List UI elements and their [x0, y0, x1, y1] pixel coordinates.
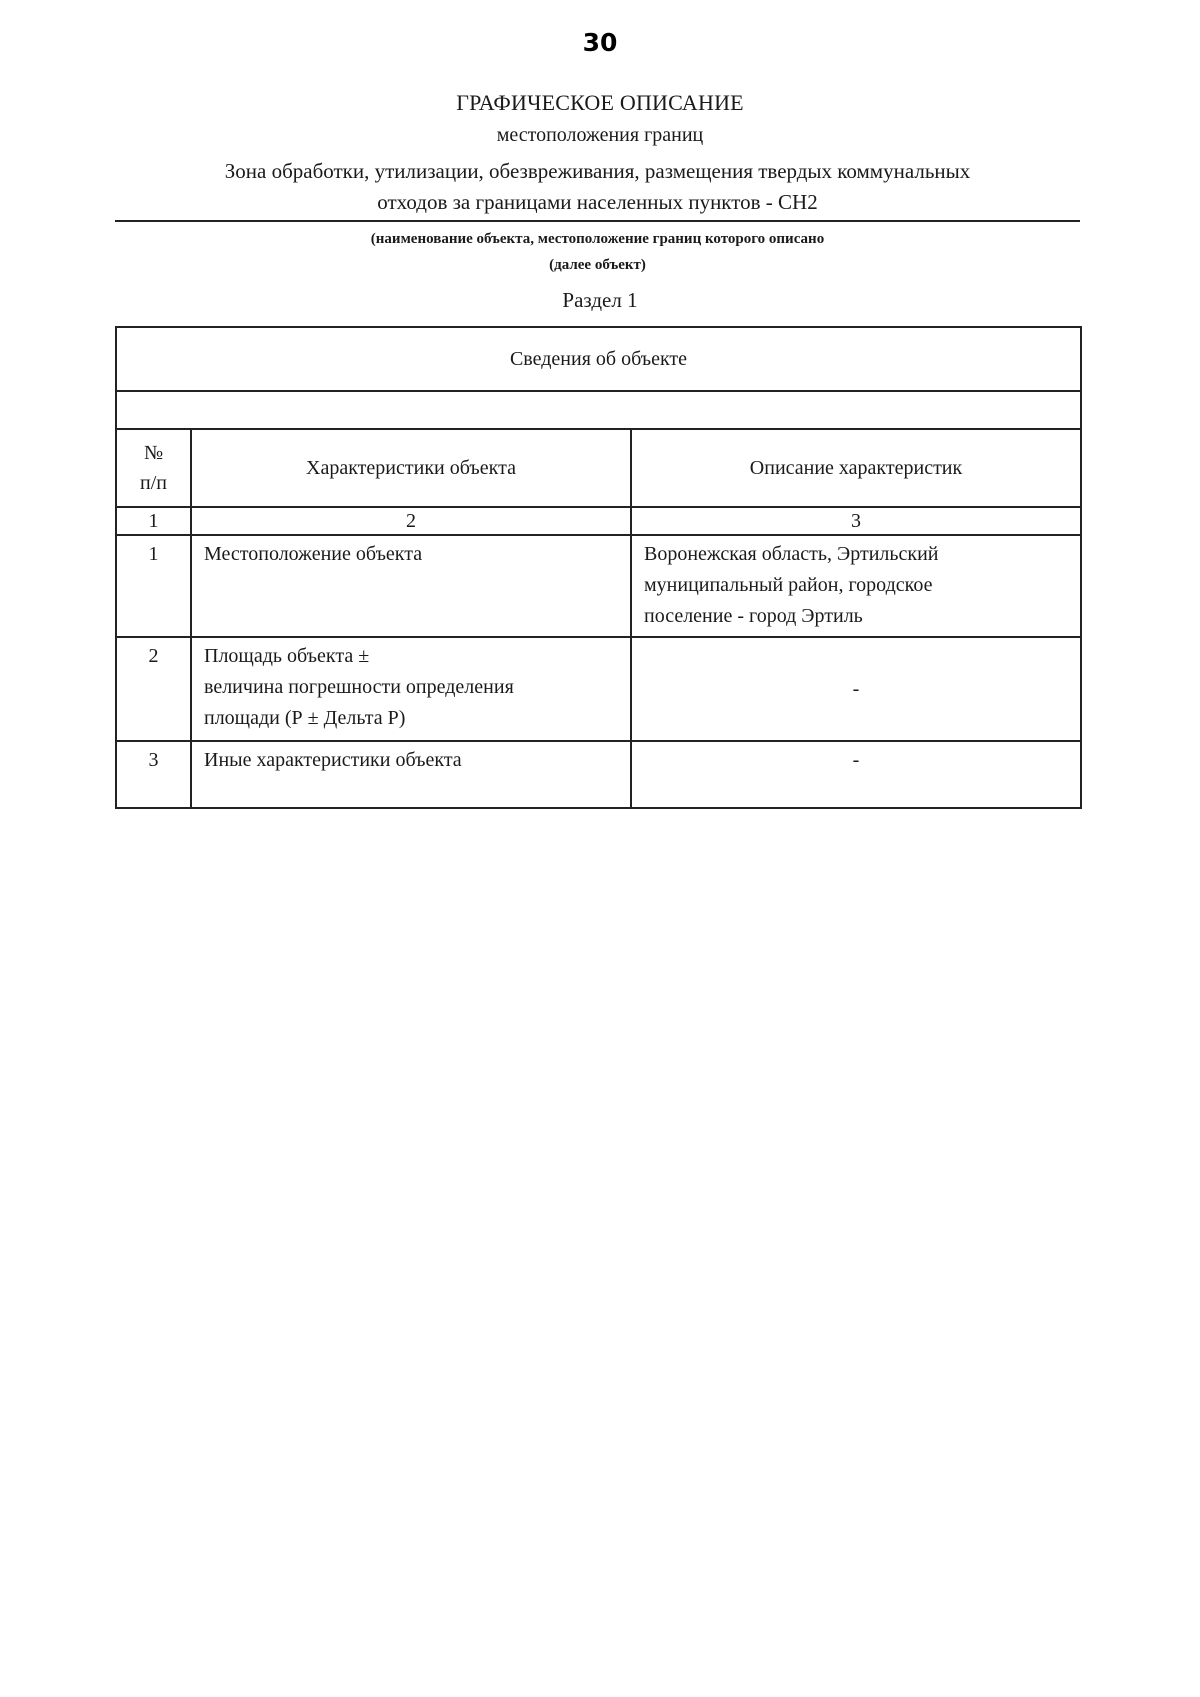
- index-cell: 3: [631, 507, 1081, 535]
- description-line: Воронежская область, Эртильский: [644, 543, 939, 565]
- characteristic-line: Местоположение объекта: [204, 543, 423, 565]
- index-cell: 2: [191, 507, 631, 535]
- characteristic-line: Площадь объекта ±: [204, 645, 370, 667]
- table-caption-row: [116, 327, 1081, 391]
- header-cell-characteristics: Характеристики объекта: [191, 429, 631, 507]
- header-number-symbol: №: [143, 442, 164, 464]
- object-name: [115, 156, 1080, 218]
- row-characteristic: [191, 637, 631, 741]
- table-index-row: [116, 507, 1081, 535]
- table-empty-row: [116, 391, 1081, 429]
- description-line: -: [852, 677, 860, 700]
- row-characteristic: [191, 535, 631, 637]
- section-title: Раздел 1: [562, 288, 638, 312]
- description-line: -: [852, 749, 860, 771]
- row-number: 1: [116, 535, 191, 637]
- object-caption: [115, 226, 1080, 278]
- index-cell: 1: [116, 507, 191, 535]
- table-caption: Сведения об объекте: [116, 327, 1081, 391]
- header-cell-number: [116, 429, 191, 507]
- object-info-table: [115, 326, 1082, 809]
- row-description: [631, 535, 1081, 637]
- description-line: поселение - город Эртиль: [644, 605, 863, 627]
- table-empty-cell: [116, 391, 1081, 429]
- object-name-underline: [115, 220, 1080, 222]
- object-name-line: отходов за границами населенных пунктов - СН2: [377, 190, 818, 214]
- characteristic-line: величина погрешности определения: [204, 676, 514, 698]
- object-caption-line: (наименование объекта, местоположение границ которого описано: [370, 231, 825, 247]
- row-number: 3: [116, 741, 191, 808]
- page-number: 30: [582, 28, 618, 57]
- row-description: [631, 741, 1081, 808]
- characteristic-line: площади (Р ± Дельта Р): [204, 707, 406, 729]
- header-number-abbrev: п/п: [140, 472, 167, 494]
- characteristic-line: Иные характеристики объекта: [204, 749, 462, 771]
- object-caption-line: (далее объект): [549, 257, 646, 273]
- row-number: 2: [116, 637, 191, 741]
- header-cell-description: Описание характеристик: [631, 429, 1081, 507]
- row-characteristic: [191, 741, 631, 808]
- document-subtitle: местоположения границ: [496, 124, 704, 146]
- object-name-line: Зона обработки, утилизации, обезвреживания, размещения твердых коммунальных: [224, 159, 971, 183]
- document-title: ГРАФИЧЕСКОЕ ОПИСАНИЕ: [456, 90, 744, 115]
- table-row: [116, 637, 1081, 741]
- table-row: [116, 535, 1081, 637]
- table-header-row: [116, 429, 1081, 507]
- row-description: [631, 637, 1081, 741]
- description-line: муниципальный район, городское: [644, 574, 933, 596]
- table-row: [116, 741, 1081, 808]
